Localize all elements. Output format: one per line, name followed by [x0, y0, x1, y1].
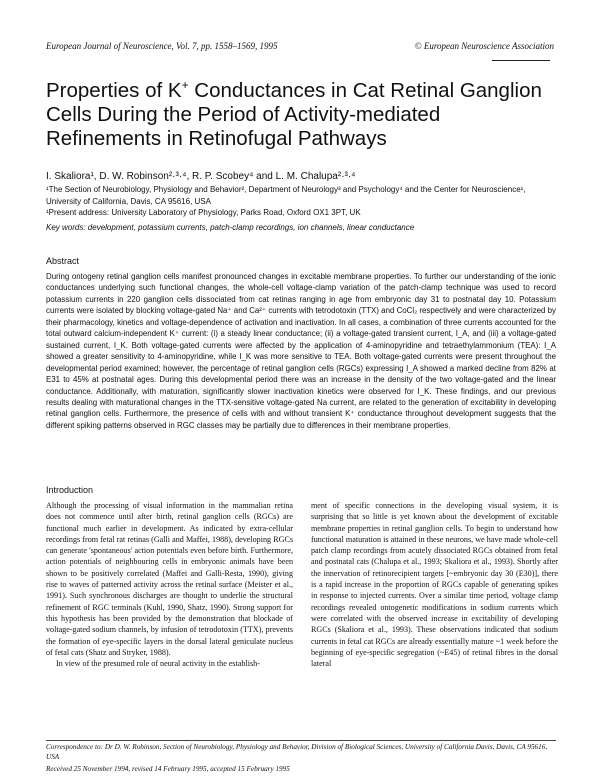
abstract-heading: Abstract	[46, 256, 80, 266]
title-part-1: Properties of K	[46, 78, 182, 102]
title-part-2: Conductances in Cat Retinal Ganglion Cells During the Period of Activity-mediated Refinements in Retinofugal Pathways	[46, 78, 542, 150]
journal-citation: European Journal of Neuroscience, Vol. 7, pp. 1558–1569, 1995	[46, 41, 278, 51]
keywords: Key words: development, potassium currents, patch-clamp recordings, ion channels, linear conductance	[46, 223, 415, 232]
header-rule	[492, 60, 550, 61]
copyright-notice: © European Neuroscience Association	[414, 41, 554, 51]
title-superscript: +	[181, 78, 189, 92]
footnote-rule	[46, 740, 556, 741]
intro-column-left	[46, 500, 293, 669]
intro-paragraph-2: In view of the presumed role of neural activity in the establish-	[56, 659, 260, 669]
author-list: I. Skaliora¹, D. W. Robinson²·³·⁴, R. P. Scobey⁴ and L. M. Chalupa²·³·⁴	[46, 171, 356, 182]
affiliation-block	[46, 184, 556, 219]
affiliation: ¹The Section of Neurobiology, Physiology and Behavior², Department of Neurology³ and Psychology⁴ and the Center for Neuroscience¹, University of California, Davis, CA 95616, USA	[46, 185, 526, 206]
intro-column-right: ment of specific connections in the developing visual system, it is surprising that so little is yet known about the development of excitable membrane properties in retinal ganglion cells. To begin to understand how functional maturation is attained in these neurons, we have made whole-cell patch clamp recordings from acutely dissociated RGCs obtained from fetal and postnatal cats (Chalupa et al., 1993; Skaliora et al., 1993). Shortly after the innervation of retinorecipient targets [~embryonic day 30 (E30)], there is a rapid increase in the proportion of RGCs capable of generating spikes in response to injected currents. Over a similar time period, voltage clamp recordings revealed ontogenetic modifications in sodium currents which were correlated with the observed increase in excitability of developing RGCs (Skaliora et al., 1993). These observations indicated that sodium currents in fetal cat RGCs are already essentially mature ~1 week before the beginning of eye-specific segregation (~E45) of retinal fibres in the dorsal lateral	[311, 501, 558, 669]
intro-paragraph-1: Although the processing of visual information in the mammalian retina does not commence until after birth, retinal ganglion cells (RGCs) are functional much earlier in development. As indicated by extra-cellular recordings from fetal rat retinas (Galli and Maffei, 1988), developing RGCs can generate 'spontaneous' action potentials even before birth. Furthermore, action potentials of neighbouring cells in embryonic animals have been shown to be positively correlated (Maffei and Galli-Resta, 1990), giving rise to waves of patterned activity across the retinal surface (Meister et al., 1991). Such synchronous discharges are thought to underlie the structural refinement of RGC terminals (Kuhl, 1990, Shatz, 1990). Strong support for this hypothesis has been provided by the demonstration that blockade of voltage-gated sodium channels, by infusion of tetrodotoxin (TTX), prevents the formation of eye-specific layers in the dorsal lateral geniculate nucleus of fetal cats (Shatz and Stryker, 1988).	[46, 501, 293, 657]
article-title	[46, 73, 556, 151]
present-address: ¹Present address: University Laboratory of Physiology, Parks Road, Oxford OX1 3PT, UK	[46, 208, 361, 217]
correspondence-footnote: Correspondence to: Dr D. W. Robinson, Section of Neurobiology, Physiology and Behavior, Division of Biological Sciences, University of California Davis, Davis, CA 95616, USA	[46, 743, 548, 761]
received-dates: Received 25 November 1994, revised 14 February 1995, accepted 15 February 1995	[46, 765, 290, 773]
abstract-text: During ontogeny retinal ganglion cells manifest pronounced changes in excitable membrane properties. To further our understanding of the ionic conductances underlying such functional changes, the whole-cell voltage-clamp variation of the patch-clamp technique was used to record potassium currents in 220 ganglion cells dissociated from cat retinas ranging in age from embryonic day 31 to postnatal day 10. Potassium currents were isolated by blocking voltage-gated Na⁺ and Ca²⁺ currents with tetrodotoxin (TTX) and CoCl₂ respectively and were characterized by their pharmacology, kinetics and voltage-dependence of activation and inactivation. In all cases, a combination of three currents accounted for the total outward calcium-independent K⁺ current: (i) a steady linear conductance; (ii) a voltage-gated transient current, I_A, and (iii) a voltage-gated sustained current, I_K. Both voltage-gated currents were affected by the application of 4-aminopyridine and tetraethylammonium (TEA): I_A showed a greater sensitivity to 4-aminopyridine, while I_K was more sensitive to TEA. Both voltage-gated currents were present throughout the developmental period examined; however, the percentage of retinal ganglion cells (RGCs) expressing I_A showed a marked decline from 82% at E31 to 45% at postnatal ages. During this developmental period there was an increase in the density of the two voltage-gated and the linear conductance. Additionally, with maturation, significantly slower inactivation kinetics were observed for I_K. These findings, and our previous results dealing with maturational changes in the TTX-sensitive voltage-gated Na current, are related to the generation of excitability in developing retinal ganglion cells. Furthermore, the presence of cells with and without transient K⁺ conductance throughout development suggests that the different spiking patterns observed in RGC classes may be partially due to differences in their membrane properties.	[46, 272, 556, 430]
introduction-heading: Introduction	[46, 485, 94, 495]
